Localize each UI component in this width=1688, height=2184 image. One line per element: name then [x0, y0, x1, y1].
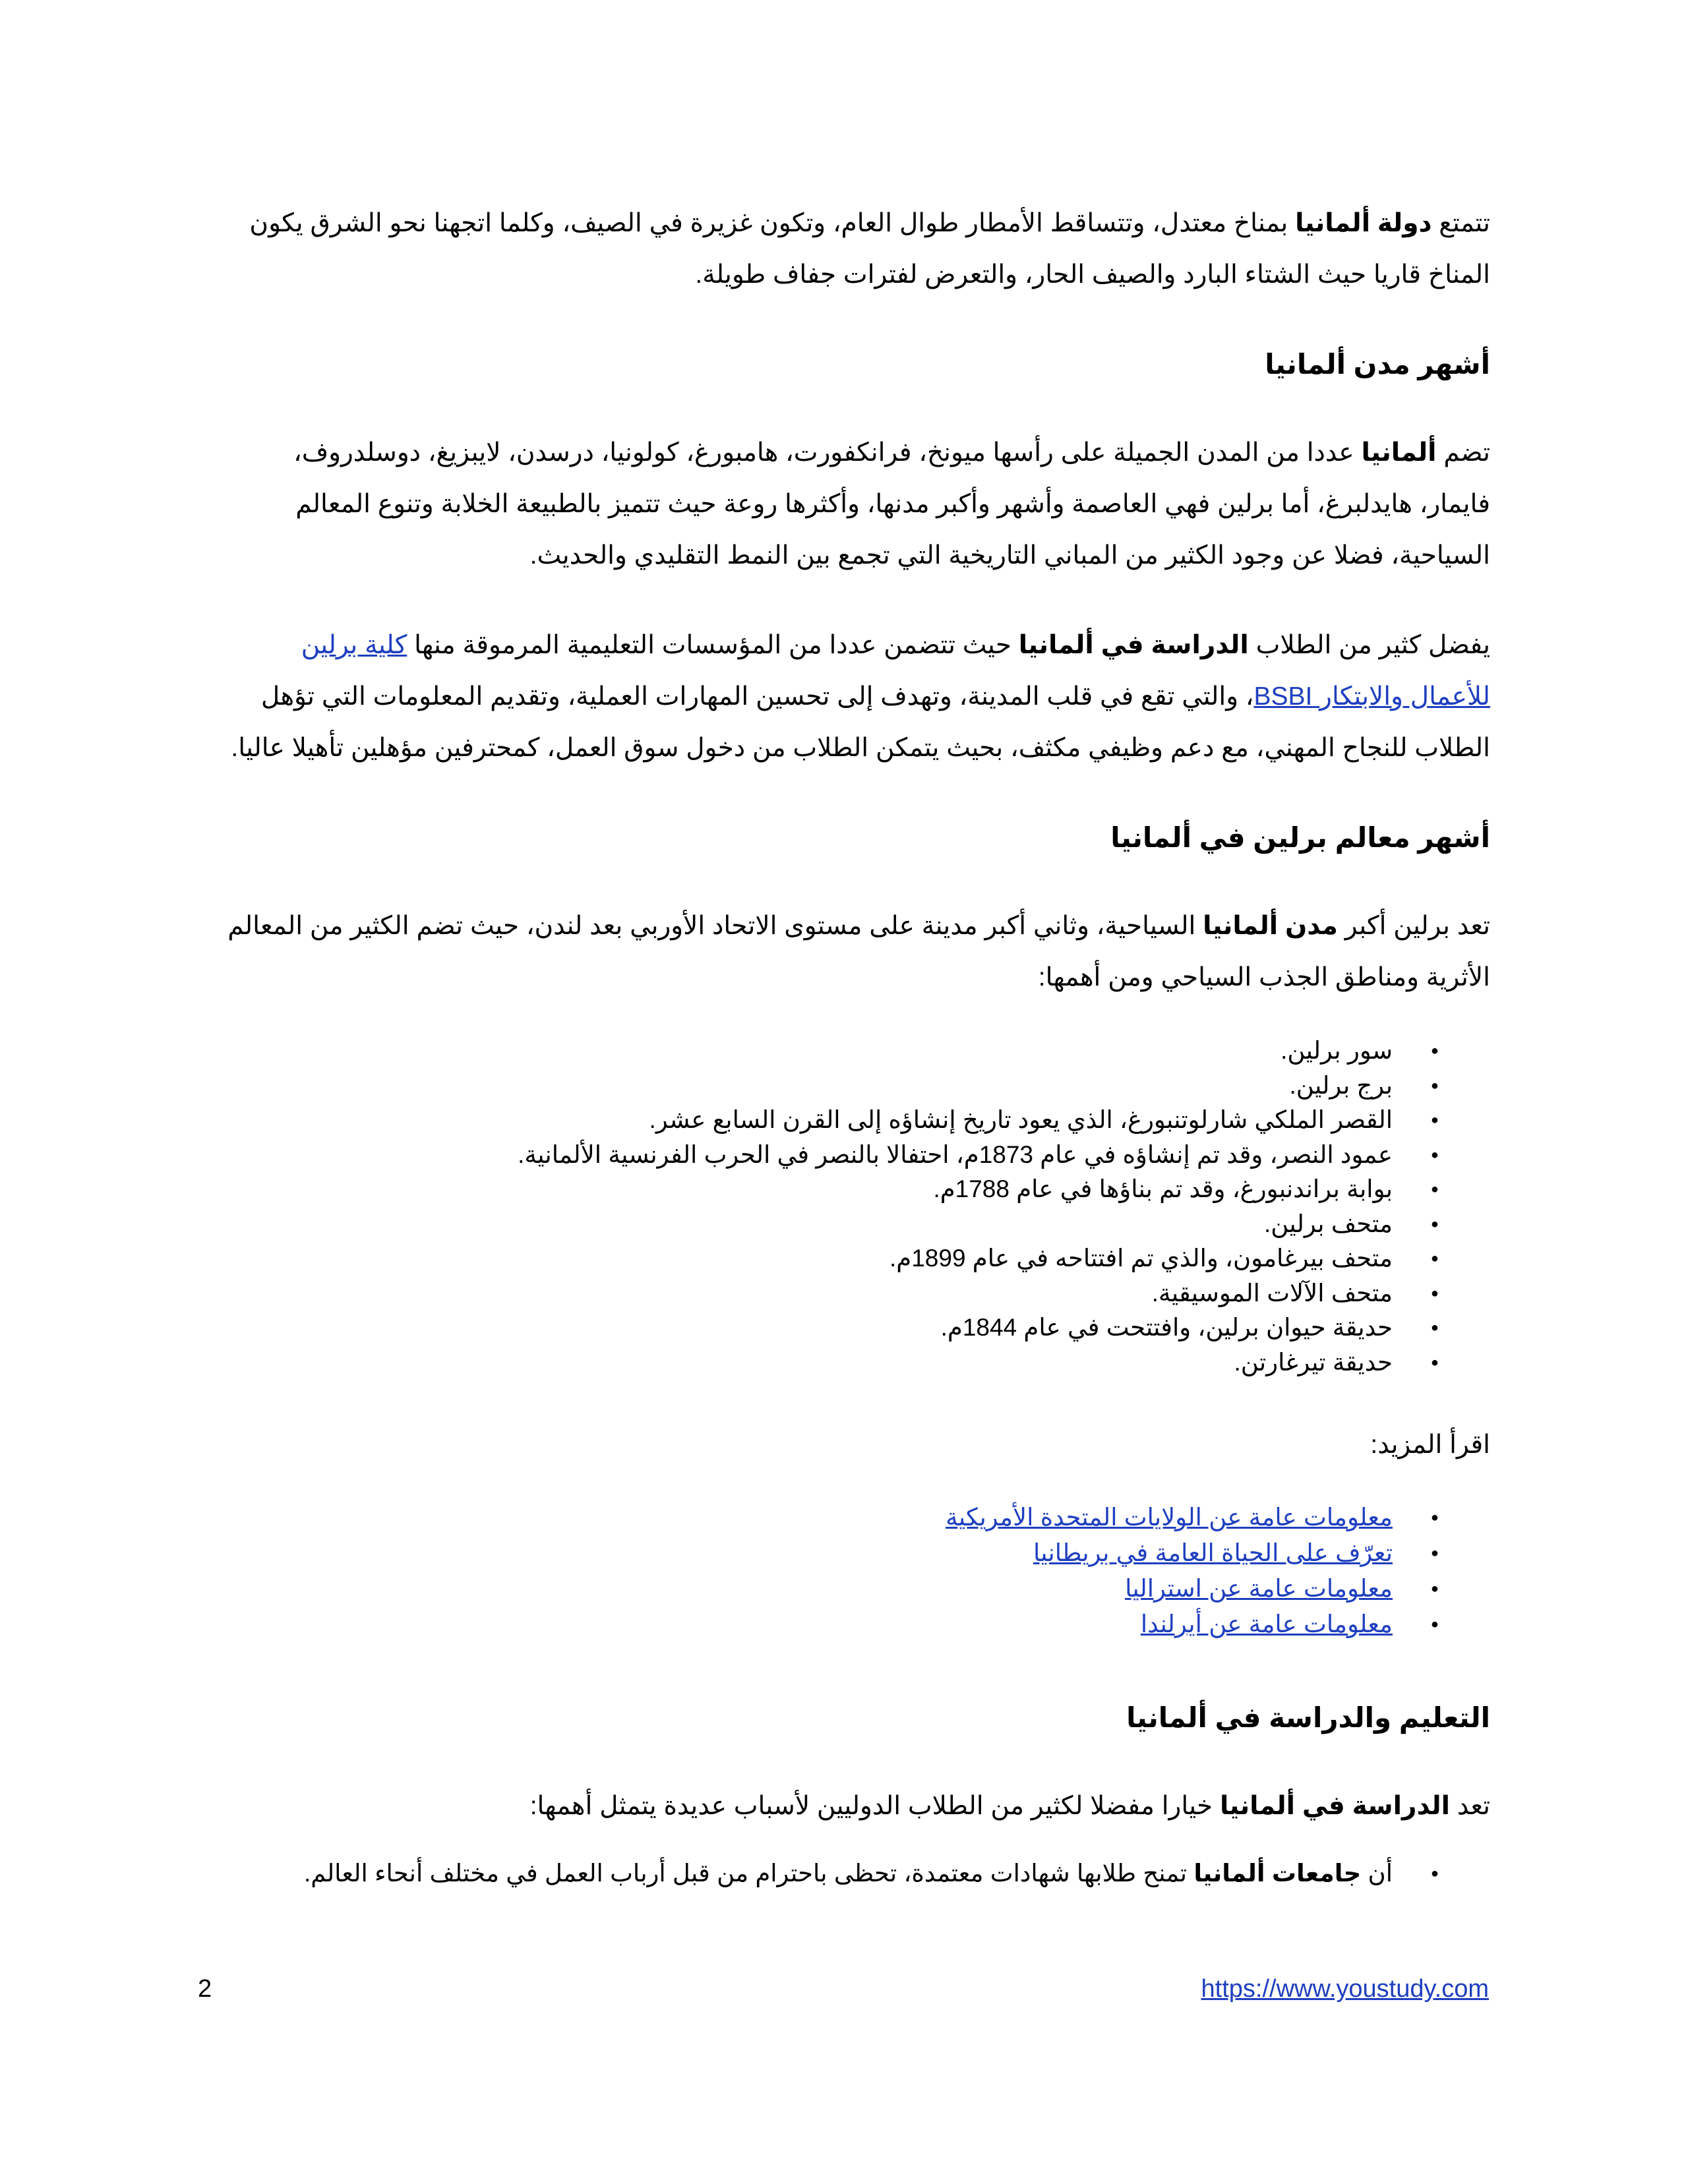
- related-link-britain[interactable]: تعرّف على الحياة العامة في بريطانيا: [1033, 1539, 1393, 1566]
- section-heading-cities: أشهر مدن ألمانيا: [1265, 349, 1490, 380]
- text-run: أن: [1361, 1860, 1393, 1887]
- text-run: ، والتي تقع في قلب المدينة، وتهدف إلى تحسين المهارات العملية، وتقديم المعلومات التي تؤهل الطلاب للنجاح المهني، مع دعم وظيفي مكثف، بحيث يتمكن الطلاب من دخول سوق العمل، كمحترفين مؤهلين تأهيلا عاليا.: [231, 682, 1490, 762]
- bsbi-link[interactable]: كلية برلين للأعمال والابتكار BSBI: [301, 631, 1490, 711]
- bold-term: دولة ألمانيا: [1295, 209, 1432, 237]
- list-item: ● عمود النصر، وقد تم إنشاؤه في عام 1873م، احتفالا بالنصر في الحرب الفرنسية الألمانية.: [218, 1138, 1393, 1173]
- list-item: [218, 1500, 1393, 1535]
- list-item: ● سور برلين.: [218, 1034, 1393, 1069]
- bold-term: ألمانيا: [1361, 438, 1437, 467]
- section-heading-education: التعليم والدراسة في ألمانيا: [1126, 1702, 1490, 1733]
- text-run: حيث تتضمن عددا من المؤسسات التعليمية المرموقة منها: [407, 631, 1019, 659]
- text-run: تعد برلين أكبر: [1337, 912, 1490, 940]
- list-item: [218, 1571, 1393, 1607]
- bold-term: مدن ألمانيا: [1203, 912, 1338, 940]
- list-item: [218, 1848, 1393, 1899]
- list-item: ● متحف الآلات الموسيقية.: [218, 1276, 1393, 1311]
- list-item: [218, 1535, 1393, 1571]
- text-run: عددا من المدن الجميلة على رأسها ميونخ، فرانكفورت، هامبورغ، كولونيا، درسدن، لايبزيغ، دوسلدروف، فايمار، هايدلبرغ، أما برلين فهي العاصمة وأشهر وأكبر مدنها، وأكثرها روعة حيث تتميز بالطبيعة الخلابة وتنوع المعالم السياحية، فضلا عن وجود الكثير من المباني التاريخية التي تجمع بين النمط التقليدي والحديث.: [293, 438, 1490, 570]
- text-run: بمناخ معتدل، وتتساقط الأمطار طوال العام، وتكون غزيرة في الصيف، وكلما اتجهنا نحو الشرق يكون المناخ قاريا حيث الشتاء البارد والصيف الحار، والتعرض لفترات جفاف طويلة.: [249, 209, 1490, 289]
- berlin-paragraph: [218, 900, 1490, 1003]
- list-item: ● متحف بيرغامون، والذي تم افتتاحه في عام 1899م.: [218, 1241, 1393, 1276]
- related-link-australia[interactable]: معلومات عامة عن استراليا: [1125, 1575, 1393, 1602]
- read-more-label: اقرأ المزيد:: [1370, 1431, 1490, 1459]
- text-run: يفضل كثير من الطلاب: [1248, 631, 1490, 659]
- text-run: تمنح طلابها شهادات معتمدة، تحظى باحترام من قبل أرباب العمل في مختلف أنحاء العالم.: [303, 1860, 1194, 1887]
- list-item: [218, 1607, 1393, 1642]
- bold-term: الدراسة في ألمانيا: [1219, 1792, 1451, 1820]
- education-paragraph: [218, 1781, 1490, 1832]
- text-run: خيارا مفضلا لكثير من الطلاب الدوليين لأسباب عديدة يتمثل أهمها:: [529, 1792, 1220, 1820]
- study-paragraph: [218, 620, 1490, 774]
- climate-paragraph: [218, 198, 1490, 301]
- text-run: تعد: [1450, 1792, 1490, 1820]
- footer-url-link[interactable]: https://www.youstudy.com: [1201, 1975, 1489, 2003]
- list-item: ● متحف برلين.: [218, 1207, 1393, 1242]
- section-heading-landmarks: أشهر معالم برلين في ألمانيا: [1110, 822, 1490, 853]
- page-content: [218, 198, 1490, 1939]
- cities-paragraph: [218, 427, 1490, 581]
- page-number: 2: [198, 1975, 212, 2003]
- bold-term: جامعات ألمانيا: [1193, 1860, 1362, 1887]
- list-item: ● حديقة حيوان برلين، وافتتحت في عام 1844م.: [218, 1311, 1393, 1345]
- list-item: ● القصر الملكي شارلوتنبورغ، الذي يعود تاريخ إنشاؤه إلى القرن السابع عشر.: [218, 1103, 1393, 1138]
- text-run: تتمتع: [1432, 209, 1490, 237]
- list-item: ● بوابة براندنبورغ، وقد تم بناؤها في عام 1788م.: [218, 1172, 1393, 1207]
- related-link-ireland[interactable]: معلومات عامة عن أيرلندا: [1140, 1610, 1393, 1638]
- bold-term: الدراسة في ألمانيا: [1018, 631, 1249, 659]
- related-links-list: [218, 1500, 1490, 1642]
- reasons-list: [218, 1848, 1490, 1899]
- text-run: السياحية، وثاني أكبر مدينة على مستوى الاتحاد الأوربي بعد لندن، حيث تضم الكثير من المعالم الأثرية ومناطق الجذب السياحي ومن أهمها:: [227, 912, 1490, 991]
- landmarks-list: [218, 1034, 1490, 1380]
- list-item: ● حديقة تيرغارتن.: [218, 1345, 1393, 1380]
- list-item: ● برج برلين.: [218, 1069, 1393, 1104]
- related-link-usa[interactable]: معلومات عامة عن الولايات المتحدة الأمريكية: [946, 1504, 1393, 1531]
- text-run: تضم: [1436, 438, 1490, 467]
